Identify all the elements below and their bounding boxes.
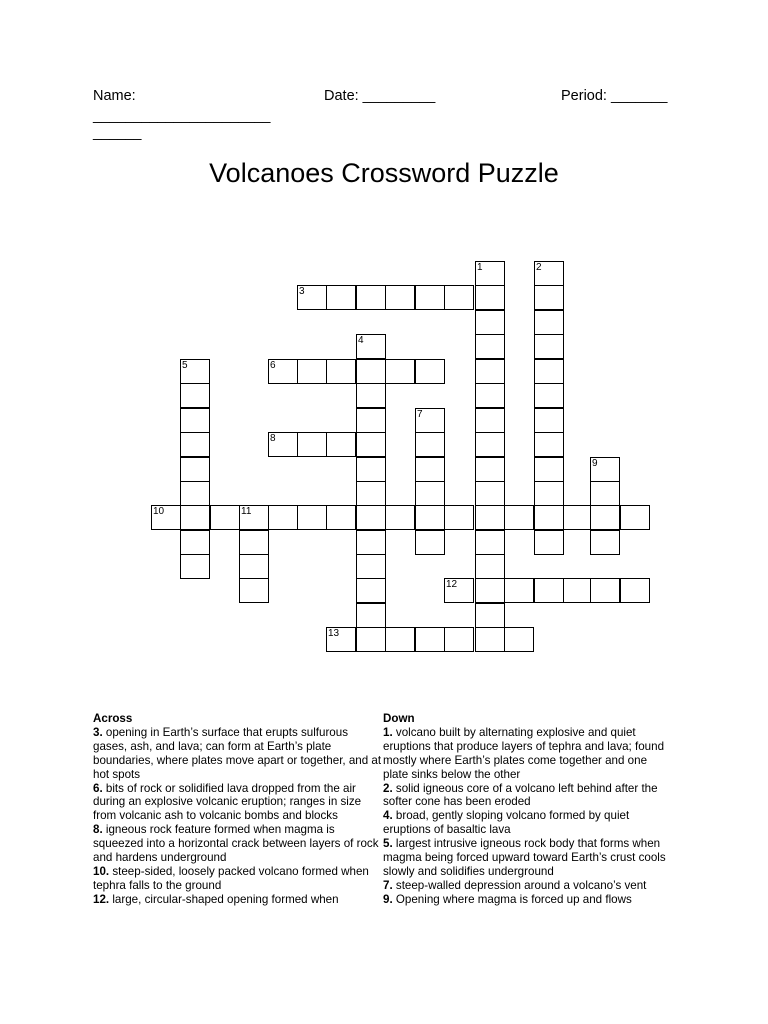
- crossword-cell[interactable]: [297, 432, 327, 457]
- clue-number: 4: [358, 335, 364, 346]
- crossword-cell[interactable]: [475, 578, 505, 603]
- clue-item-text: opening in Earth’s surface that erupts sulfurous gases, ash, and lava; can form at Earth’s plate boundaries, where plates move apart or together, and at hot spots: [93, 725, 382, 781]
- crossword-cell[interactable]: [534, 505, 564, 530]
- crossword-cell[interactable]: [180, 530, 210, 555]
- clue-item-number: 2.: [383, 781, 393, 795]
- clue-item-text: large, circular-shaped opening formed when: [109, 892, 339, 906]
- clue-item: [383, 726, 675, 782]
- crossword-cell[interactable]: [504, 505, 534, 530]
- name-line-continued[interactable]: ______: [93, 125, 142, 141]
- crossword-cell[interactable]: [590, 578, 620, 603]
- crossword-cell[interactable]: [385, 359, 415, 384]
- clue-item-text: igneous rock feature formed when magma is squeezed into a horizontal crack between layers of rock and hardens underground: [93, 823, 379, 865]
- clue-number: 11: [241, 506, 252, 517]
- crossword-cell[interactable]: [356, 359, 386, 384]
- crossword-cell[interactable]: [385, 627, 415, 652]
- clue-number: 2: [536, 262, 542, 273]
- crossword-cell[interactable]: [415, 530, 445, 555]
- clue-item: [383, 893, 675, 907]
- crossword-cell[interactable]: [297, 285, 327, 310]
- crossword-cell[interactable]: [180, 408, 210, 433]
- clue-item: [93, 893, 385, 907]
- crossword-cell[interactable]: [444, 627, 474, 652]
- crossword-cell[interactable]: [563, 578, 593, 603]
- clue-item-text: steep-walled depression around a volcano’s vent: [392, 878, 647, 892]
- crossword-cell[interactable]: [444, 285, 474, 310]
- crossword-cell[interactable]: [356, 432, 386, 457]
- crossword-cell[interactable]: [415, 432, 445, 457]
- crossword-cell[interactable]: [180, 554, 210, 579]
- crossword-cell[interactable]: [475, 261, 505, 286]
- crossword-cell[interactable]: [534, 578, 564, 603]
- crossword-cell[interactable]: [475, 481, 505, 506]
- clue-number: 6: [270, 360, 276, 371]
- clue-number: 9: [592, 458, 598, 469]
- crossword-cell[interactable]: [534, 530, 564, 555]
- crossword-cell[interactable]: [534, 285, 564, 310]
- clue-item: [93, 726, 385, 782]
- crossword-cell[interactable]: [475, 285, 505, 310]
- crossword-cell[interactable]: [356, 408, 386, 433]
- clue-item-number: 1.: [383, 725, 393, 739]
- clue-item-text: broad, gently sloping volcano formed by quiet eruptions of basaltic lava: [383, 809, 630, 837]
- crossword-cell[interactable]: [239, 554, 269, 579]
- down-heading: Down: [383, 712, 415, 725]
- name-label: Name:: [93, 88, 136, 104]
- crossword-cell[interactable]: [180, 383, 210, 408]
- clue-item-number: 4.: [383, 809, 393, 823]
- clue-item-text: steep-sided, loosely packed volcano formed when tephra falls to the ground: [93, 864, 369, 892]
- crossword-cell[interactable]: [180, 505, 210, 530]
- crossword-cell[interactable]: [620, 578, 650, 603]
- clue-item: [383, 879, 675, 893]
- crossword-cell[interactable]: [534, 334, 564, 359]
- clue-item-number: 12.: [93, 892, 110, 906]
- clue-item-number: 5.: [383, 837, 393, 851]
- crossword-cell[interactable]: [239, 505, 269, 530]
- crossword-cell[interactable]: [534, 432, 564, 457]
- clue-item-number: 3.: [93, 725, 103, 739]
- clue-number: 10: [153, 506, 165, 517]
- crossword-cell[interactable]: [475, 334, 505, 359]
- clue-item: [383, 782, 675, 810]
- crossword-cell[interactable]: [534, 261, 564, 286]
- crossword-cell[interactable]: [475, 310, 505, 335]
- crossword-cell[interactable]: [590, 505, 620, 530]
- crossword-cell[interactable]: [415, 408, 445, 433]
- crossword-cell[interactable]: [475, 408, 505, 433]
- clue-item: [93, 782, 385, 824]
- date-field[interactable]: Date: _________: [324, 88, 436, 104]
- crossword-cell[interactable]: [475, 457, 505, 482]
- crossword-cell[interactable]: [475, 530, 505, 555]
- crossword-cell[interactable]: [356, 505, 386, 530]
- clue-item: [383, 809, 675, 837]
- crossword-cell[interactable]: [504, 627, 534, 652]
- crossword-cell[interactable]: [326, 285, 356, 310]
- crossword-cell[interactable]: [475, 359, 505, 384]
- crossword-cell[interactable]: [415, 359, 445, 384]
- crossword-cell[interactable]: [475, 627, 505, 652]
- crossword-cell[interactable]: [590, 530, 620, 555]
- crossword-cell[interactable]: [620, 505, 650, 530]
- crossword-cell[interactable]: [326, 505, 356, 530]
- clue-number: 13: [328, 628, 340, 639]
- clue-item-number: 7.: [383, 878, 393, 892]
- clue-number: 8: [270, 433, 276, 444]
- crossword-cell[interactable]: [415, 285, 445, 310]
- crossword-cell[interactable]: [475, 383, 505, 408]
- crossword-cell[interactable]: [356, 530, 386, 555]
- crossword-cell[interactable]: [504, 578, 534, 603]
- clue-item: [93, 865, 385, 893]
- crossword-cell[interactable]: [326, 627, 356, 652]
- crossword-cell[interactable]: [180, 432, 210, 457]
- clue-item-text: bits of rock or solidified lava dropped from the air during an explosive volcanic eruption; ranges in size from volcanic ash to volcanic bombs and blocks: [93, 781, 362, 823]
- crossword-cell[interactable]: [385, 285, 415, 310]
- crossword-cell[interactable]: [534, 408, 564, 433]
- crossword-cell[interactable]: [356, 578, 386, 603]
- crossword-cell[interactable]: [534, 359, 564, 384]
- clue-item-text: volcano built by alternating explosive and quiet eruptions that produce layers of tephra and lava; found mostly where Earth’s plates come together and one plate sinks below the other: [383, 725, 665, 781]
- clue-item-text: Opening where magma is forced up and flows: [392, 892, 632, 906]
- across-clues: [93, 712, 385, 907]
- crossword-cell[interactable]: [356, 383, 386, 408]
- clue-number: 1: [477, 262, 483, 273]
- crossword-cell[interactable]: [356, 285, 386, 310]
- crossword-cell[interactable]: [415, 505, 445, 530]
- crossword-cell[interactable]: [356, 457, 386, 482]
- crossword-cell[interactable]: [180, 481, 210, 506]
- clue-item-number: 8.: [93, 823, 103, 837]
- crossword-cell[interactable]: [180, 457, 210, 482]
- crossword-cell[interactable]: [297, 505, 327, 530]
- crossword-cell[interactable]: [444, 578, 474, 603]
- crossword-cell[interactable]: [475, 505, 505, 530]
- crossword-cell[interactable]: [180, 359, 210, 384]
- crossword-cell[interactable]: [534, 481, 564, 506]
- crossword-cell[interactable]: [385, 505, 415, 530]
- crossword-cell[interactable]: [326, 359, 356, 384]
- crossword-cell[interactable]: [268, 359, 298, 384]
- crossword-cell[interactable]: [590, 457, 620, 482]
- crossword-cell[interactable]: [415, 457, 445, 482]
- clue-item-number: 6.: [93, 781, 103, 795]
- down-clues: [383, 712, 675, 907]
- clue-item-text: largest intrusive igneous rock body that forms when magma being forced upward toward Earth’s crust cools slowly and solidifies underground: [383, 837, 666, 878]
- period-field[interactable]: Period: _______: [561, 88, 668, 104]
- crossword-cell[interactable]: [475, 603, 505, 628]
- clue-item: [383, 837, 675, 879]
- crossword-cell[interactable]: [356, 334, 386, 359]
- clue-number: 5: [182, 360, 188, 371]
- crossword-cell[interactable]: [534, 457, 564, 482]
- crossword-cell[interactable]: [534, 383, 564, 408]
- crossword-cell[interactable]: [356, 603, 386, 628]
- crossword-cell[interactable]: [326, 432, 356, 457]
- clue-number: 12: [446, 579, 458, 590]
- crossword-cell[interactable]: [590, 481, 620, 506]
- crossword-cell[interactable]: [151, 505, 181, 530]
- clue-number: 7: [417, 409, 423, 420]
- crossword-cell[interactable]: [239, 530, 269, 555]
- crossword-cell[interactable]: [475, 432, 505, 457]
- crossword-cell[interactable]: [415, 481, 445, 506]
- across-heading: Across: [93, 712, 133, 725]
- clue-item-number: 9.: [383, 892, 393, 906]
- crossword-cell[interactable]: [356, 627, 386, 652]
- crossword-cell[interactable]: [563, 505, 593, 530]
- clue-number: 3: [299, 286, 305, 297]
- crossword-cell[interactable]: [356, 554, 386, 579]
- crossword-cell[interactable]: [297, 359, 327, 384]
- page-title: Volcanoes Crossword Puzzle: [209, 158, 559, 188]
- crossword-cell[interactable]: [268, 505, 298, 530]
- crossword-cell[interactable]: [415, 627, 445, 652]
- clue-item-number: 10.: [93, 864, 110, 878]
- crossword-cell[interactable]: [210, 505, 240, 530]
- crossword-cell[interactable]: [534, 310, 564, 335]
- crossword-cell[interactable]: [268, 432, 298, 457]
- crossword-cell[interactable]: [356, 481, 386, 506]
- crossword-cell[interactable]: [475, 554, 505, 579]
- clue-item-text: solid igneous core of a volcano left behind after the softer cone has been eroded: [383, 781, 658, 809]
- crossword-cell[interactable]: [444, 505, 474, 530]
- crossword-cell[interactable]: [239, 578, 269, 603]
- name-line[interactable]: ______________________: [93, 108, 271, 124]
- clue-item: [93, 823, 385, 865]
